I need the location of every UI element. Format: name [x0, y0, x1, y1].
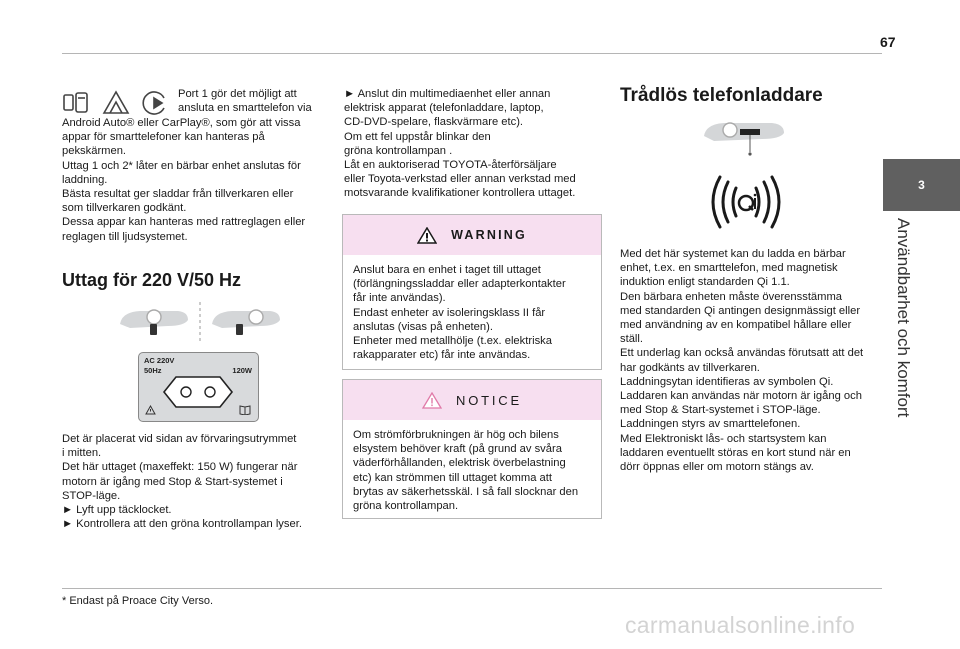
notice-text: Om strömförbrukningen är hög och bilens elsystem behöver kraft (på grund av svåra väderförhållanden, elektrisk överbelastning etc) kan strömmen till uttaget komma att brytas av säkerhetsskäl. I så fall slocknar den gröna kontrollampan.	[353, 429, 579, 513]
socket-text: Det är placerat vid sidan av förvaringsutrymmet i mitten. Det här uttaget (maxeffekt: 150 W) fungerar när motorn är igång med Stop & Start-systemet i STOP-läge. ► Lyft upp täcklocket. ► Kontrollera att den gröna kontrollampan lyser.	[62, 433, 302, 531]
warning-box	[342, 214, 602, 370]
section-title-socket: Uttag för 220 V/50 Hz	[62, 270, 242, 290]
intro-text: Android Auto® eller CarPlay®, som gör att vissa appar för smarttelefoner kan hanteras på pekskärmen. Uttag 1 och 2* låter en bärbar enhet anslutas för laddning. Bästa resultat ger sladdar från tillverkaren eller som tillverkaren godkänt. Dessa appar kan hanteras med rattreglagen eller reglagen till ljudsystemet.	[62, 117, 306, 243]
notice-header	[343, 380, 601, 420]
charger-location-illustration	[700, 116, 786, 160]
footnote: * Endast på Proace City Verso.	[62, 595, 214, 607]
connectivity-icons	[62, 90, 174, 116]
dashboard-left-icon	[120, 310, 188, 335]
col2-text: ► Anslut din multimediaenhet eller annan elektrisk apparat (telefonladdare, laptop, CD-DVD-spelare, flaskvärmare etc). Om ett fel uppstår blinkar den gröna kontrollampan . Låt en auktoriserad TOYOTA-återförsäljare eller Toyota-verkstad eller annan verkstad med motsvarande kvalifikationer kontrollera uttaget.	[344, 88, 576, 200]
warning-header	[343, 215, 601, 255]
socket-location-illustration	[118, 302, 282, 342]
notice-icon	[422, 392, 442, 409]
chapter-tab[interactable]: 3	[883, 159, 960, 211]
warning-triangle-icon	[145, 405, 156, 415]
notice-box	[342, 379, 602, 519]
dashboard-right-icon	[212, 310, 280, 335]
socket-outlet[interactable]	[162, 375, 234, 409]
warning-title: WARNING	[451, 228, 527, 242]
footnote-rule	[62, 588, 882, 589]
socket-label-ac: AC 220V	[144, 356, 175, 365]
carplay-icon	[143, 92, 164, 114]
page-number: 67	[880, 34, 896, 50]
warning-icon	[417, 227, 437, 244]
phone-icon	[64, 93, 87, 112]
qi-symbol-icon	[700, 172, 792, 232]
top-rule	[62, 53, 882, 54]
wireless-charger-text: Med det här systemet kan du ladda en bärbar enhet, t.ex. en smarttelefon, med magnetisk induktion enligt standarden Qi 1.1. Den bärbara enheten måste överensstämma med standarden Qi antingen designmässigt eller med användning av en kompatibel hållare eller ställ. Ett underlag kan också användas förutsatt att det har godkänts av tillverkaren. Laddningsytan identifieras av symbolen Qi. Laddaren kan användas när motorn är igång och med Stop & Start-systemet i STOP-läge. Laddningen styrs av smarttelefonen. Med Elektroniskt lås- och startsystem kan laddaren eventuellt störas en kort stund när en dörr öppnas eller om motorn stängs av.	[620, 248, 864, 474]
section-title-wireless: Trådlös telefonladdare	[620, 85, 823, 106]
socket-label-hz: 50Hz	[144, 366, 162, 375]
notice-title: NOTICE	[456, 392, 522, 408]
power-socket-panel	[138, 352, 259, 422]
warning-text: Anslut bara en enhet i taget till uttaget (förlängningssladdar eller adapterkontakter får inte användas). Endast enheter av isoleringsklass II får anslutas (visas på enheten). Enheter med metallhölje (t.ex. elektriska rakapparater etc) får inte användas.	[353, 264, 566, 362]
android-auto-icon	[104, 92, 128, 113]
watermark[interactable]: carmanualsonline.info	[625, 612, 856, 638]
chapter-title: Användbarhet och komfort	[894, 218, 913, 418]
socket-label-w: 120W	[232, 366, 252, 375]
intro-text-first: Port 1 gör det möjligt att ansluta en smarttelefon via	[178, 88, 312, 115]
manual-book-icon	[239, 405, 251, 415]
